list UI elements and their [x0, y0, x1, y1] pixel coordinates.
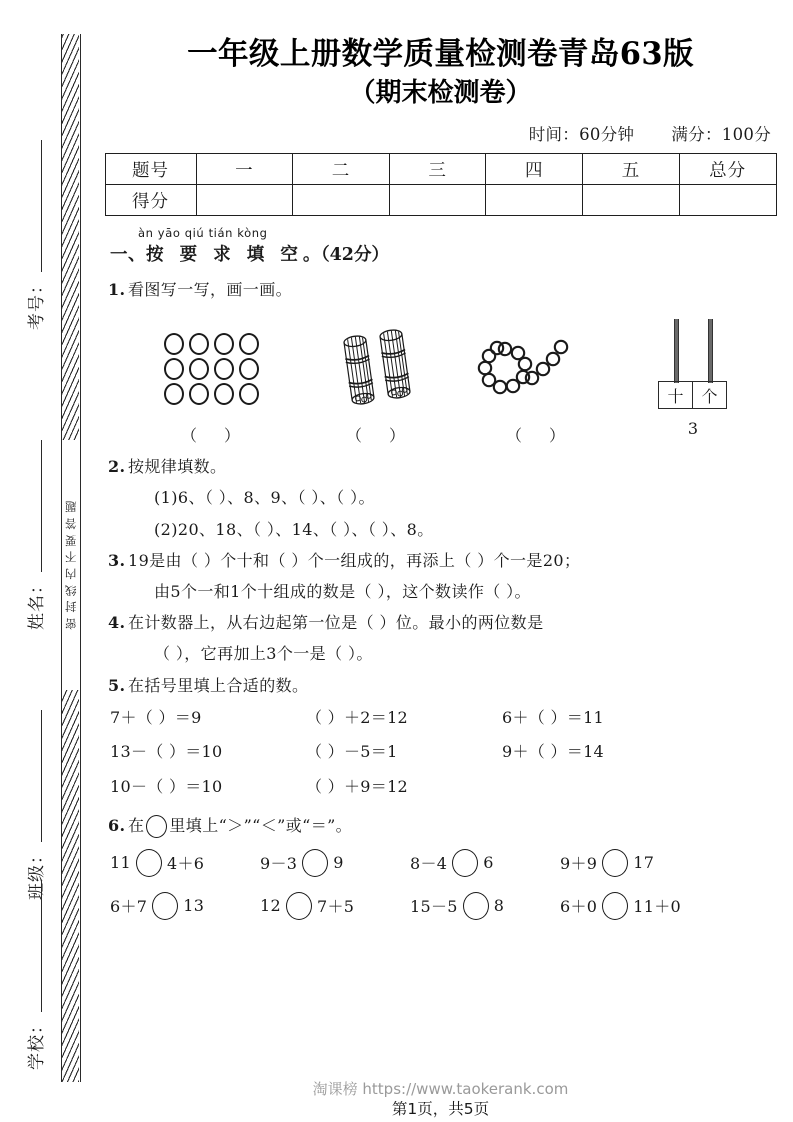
question-5-eq-3-2[interactable]: （ ）＋9＝12: [306, 776, 409, 796]
cmp-left: 8－4: [410, 854, 448, 874]
counter-wrap: [608, 311, 778, 439]
question-5-eq-3-3: [502, 770, 698, 804]
question-4-line-2[interactable]: （ ），它再加上3个一是（ ）。: [154, 644, 373, 664]
bundles-wrap: [296, 311, 456, 423]
seal-warning-char-4: 不: [64, 550, 77, 564]
question-2-item-1[interactable]: [132, 482, 793, 513]
section-1-title: [110, 241, 793, 266]
question-4: [88, 607, 793, 669]
cmp-left: 6＋0: [560, 897, 598, 917]
circle-answer-blank[interactable]: [602, 892, 628, 920]
score-table-header-cell-2: 二: [293, 154, 390, 185]
question-2: [88, 451, 793, 545]
seal-warning-char-7: 题: [64, 499, 77, 514]
question-3-text-1: 19是由（ ）个十和（ ）个一组成的，再添上（ ）个一是20；: [128, 550, 581, 570]
paren-open: （: [345, 426, 363, 446]
question-6-item-1-3[interactable]: [410, 849, 560, 877]
field-school-rule[interactable]: [40, 880, 42, 1012]
circle-answer-blank[interactable]: [286, 892, 312, 920]
question-2-stem-line: [108, 451, 793, 482]
seal-warning-char-2: 线: [64, 583, 77, 598]
cmp-right: 11＋0: [633, 897, 682, 917]
exam-sheet: [88, 0, 793, 1122]
question-5-stem-line: [108, 670, 793, 701]
cmp-left: 6＋7: [110, 897, 148, 917]
page-title: 一年级上册数学质量检测卷青岛63版: [187, 36, 694, 72]
question-2-item-2[interactable]: [132, 514, 793, 545]
question-5-eq-1-1[interactable]: 7＋（ ）＝9: [110, 707, 202, 727]
counter-value: 3: [687, 419, 699, 439]
circle-answer-blank[interactable]: [602, 849, 628, 877]
cmp-right: 13: [183, 896, 205, 916]
question-6-stem-before: 在: [128, 815, 145, 835]
question-6-item-1-1[interactable]: [110, 849, 260, 877]
score-table-score-cell-3[interactable]: [389, 185, 486, 216]
circle-item: [239, 358, 259, 380]
question-5-eq-2-3[interactable]: 9＋（ ）＝14: [502, 742, 605, 762]
question-4-number: 4.: [108, 613, 126, 633]
figure-beads: [456, 311, 616, 446]
section-1-index: 一、: [110, 245, 146, 266]
question-2-number: 2.: [108, 457, 126, 477]
question-6-row-2: [88, 884, 793, 927]
question-5: [88, 670, 793, 701]
circle-item: [164, 383, 184, 405]
watermark: 淘课榜 https://www.taokerank.com: [312, 1080, 569, 1098]
question-3-line-1[interactable]: [108, 545, 793, 576]
circle-answer-blank[interactable]: [463, 892, 489, 920]
circle-item: [239, 333, 259, 355]
paren-close: ）: [224, 426, 242, 446]
question-2-item-1-label: (1): [154, 488, 178, 508]
score-table-header-cell-0: 题号: [105, 154, 196, 185]
score-table-score-cell-2[interactable]: [293, 185, 390, 216]
question-6-item-2-1[interactable]: [110, 892, 260, 920]
question-5-row-1: [88, 701, 793, 735]
question-6-row-1: [88, 841, 793, 884]
seal-warning-char-3: 内: [64, 566, 77, 581]
question-5-eq-3-1[interactable]: 10－（ ）＝10: [110, 776, 223, 796]
cmp-right: 17: [633, 853, 655, 873]
score-table-header-cell-4: 四: [486, 154, 583, 185]
field-school-label: 学校：: [27, 1016, 47, 1070]
cmp-right: 8: [493, 896, 505, 916]
field-student-name-label: 姓名：: [27, 576, 47, 630]
page-footer: 第1页，共5页: [391, 1100, 490, 1118]
figure-circles: [136, 311, 286, 446]
exam-total-score: 满分：100分: [671, 125, 771, 145]
section-1-name: 按 要 求 填 空: [146, 245, 303, 266]
stick-bundle-icon: [339, 332, 379, 409]
seal-warning-char-6: 答: [64, 516, 77, 531]
seal-warning-char-1: 封: [64, 600, 77, 615]
question-5-eq-2-2[interactable]: （ ）－5＝1: [306, 742, 398, 762]
stick-bundle-icon: [375, 326, 415, 403]
question-3: [88, 545, 793, 607]
question-6-item-2-4[interactable]: [560, 892, 710, 920]
question-5-row-3: [88, 770, 793, 804]
section-1-period: 。: [302, 245, 321, 266]
page-subtitle: （期末检测卷）: [349, 77, 532, 108]
question-6-stem-after: 里填上“＞”“＜”或“＝”。: [169, 815, 353, 835]
score-table-score-cell-1[interactable]: [196, 185, 293, 216]
seal-warning-text: [62, 440, 79, 690]
exam-meta: [88, 121, 793, 145]
section-1-pinyin: àn yāo qiú tián kòng: [138, 226, 268, 241]
score-table-header-cell-6: 总分: [679, 154, 776, 185]
paren-close: ）: [549, 426, 567, 446]
question-6-item-2-3[interactable]: [410, 892, 560, 920]
circle-answer-blank[interactable]: [152, 892, 178, 920]
paren-open: （: [505, 426, 523, 446]
question-1-stem: 看图写一写，画一画。: [128, 280, 293, 300]
question-6-item-2-2[interactable]: [260, 892, 410, 920]
cmp-left: 11: [110, 853, 131, 873]
score-table-score-cell-4[interactable]: [486, 185, 583, 216]
question-3-number: 3.: [108, 550, 126, 570]
counter-label-tens: 十: [667, 386, 684, 406]
beads-icon: [461, 333, 611, 411]
score-table-score-cell-5[interactable]: [583, 185, 680, 216]
question-5-row-2: [88, 735, 793, 769]
circles-grid: [136, 311, 286, 408]
cmp-right: 9: [333, 853, 344, 873]
score-table-header-row: [105, 154, 776, 185]
question-6-item-1-4[interactable]: [560, 849, 710, 877]
question-6-stem-line: [108, 810, 793, 841]
circle-blank-icon: [146, 815, 167, 838]
question-2-stem: 按规律填数。: [128, 457, 227, 477]
counter-label-ones: 个: [692, 382, 726, 408]
question-2-item-2-text: 20、18、（ ）、14、（ ）、（ ）、8。: [177, 519, 434, 539]
figure-beads-answer-blank[interactable]: [456, 423, 616, 446]
score-table-score-cell-0: 得分: [105, 185, 196, 216]
circle-item: [164, 358, 184, 380]
counter-base: [658, 381, 727, 409]
figure-place-value-counter: [608, 311, 778, 439]
question-5-stem: 在括号里填上合适的数。: [128, 675, 309, 695]
circle-answer-blank[interactable]: [136, 849, 162, 877]
question-1-stem-line: [108, 274, 793, 305]
circle-item: [189, 383, 209, 405]
figure-stick-bundles: [296, 311, 456, 446]
score-table-header-cell-1: 一: [196, 154, 293, 185]
circle-item: [214, 358, 234, 380]
counter-rod-tens: [674, 319, 679, 383]
question-5-number: 5.: [108, 675, 126, 695]
seal-line-inner: [80, 34, 81, 1082]
question-5-eq-1-3[interactable]: 6＋（ ）＝11: [502, 707, 605, 727]
paren-open: （: [180, 426, 198, 446]
seal-sidebar: [0, 0, 88, 1122]
score-table-score-cell-6[interactable]: [679, 185, 776, 216]
seal-warning-char-0: 密: [64, 616, 77, 631]
score-table: [105, 153, 777, 216]
field-exam-number-label: 考号：: [27, 276, 47, 330]
cmp-left: 15－5: [410, 897, 458, 917]
question-5-eq-1-2[interactable]: （ ）＋2＝12: [306, 707, 409, 727]
question-1-figures: [88, 311, 793, 451]
question-1: [88, 274, 793, 305]
question-2-item-2-label: (2): [154, 519, 178, 539]
field-school[interactable]: [22, 670, 47, 1070]
circle-item: [214, 383, 234, 405]
cmp-left: 12: [260, 896, 281, 916]
cmp-right: 4＋6: [166, 854, 205, 874]
score-table-header-cell-3: 三: [389, 154, 486, 185]
cmp-right: 7＋5: [316, 897, 355, 917]
section-1: [88, 226, 793, 266]
question-6-number: 6.: [108, 815, 126, 835]
question-4-line-1[interactable]: [108, 607, 793, 638]
circle-answer-blank[interactable]: [452, 849, 478, 877]
section-1-points: （42分）: [320, 245, 389, 266]
counter-rod-ones: [708, 319, 713, 383]
seal-warning-char-5: 要: [64, 533, 77, 548]
cmp-left: 9－3: [260, 854, 298, 874]
circle-item: [239, 383, 259, 405]
figure-bundles-answer-blank[interactable]: [296, 423, 456, 446]
figure-circles-answer-blank[interactable]: [136, 423, 286, 446]
field-class-label: 班级：: [27, 846, 47, 900]
exam-time: 时间：60分钟: [528, 125, 635, 145]
question-5-eq-2-1[interactable]: 13－（ ）＝10: [110, 742, 223, 762]
title-block: [88, 0, 793, 145]
cmp-left: 9＋9: [560, 854, 598, 874]
question-1-number: 1.: [108, 280, 126, 300]
circle-item: [189, 333, 209, 355]
score-table-header-cell-5: 五: [583, 154, 680, 185]
question-6-item-1-2[interactable]: [260, 849, 410, 877]
question-3-line-2[interactable]: 由5个一和1个十组成的数是（ ），这个数读作（ ）。: [154, 582, 531, 602]
paren-close: ）: [389, 426, 407, 446]
circle-item: [164, 333, 184, 355]
question-6: [88, 810, 793, 841]
cmp-right: 6: [483, 853, 494, 873]
question-2-item-1-text: 6、（ ）、8、9、（ ）、（ ）。: [177, 488, 375, 508]
beads-wrap: [456, 311, 616, 423]
question-4-text-1: 在计数器上，从右边起第一位是（ ）位。最小的两位数是: [128, 613, 544, 633]
circle-answer-blank[interactable]: [302, 849, 328, 877]
score-table-score-row: [105, 185, 776, 216]
circle-item: [189, 358, 209, 380]
circle-item: [214, 333, 234, 355]
